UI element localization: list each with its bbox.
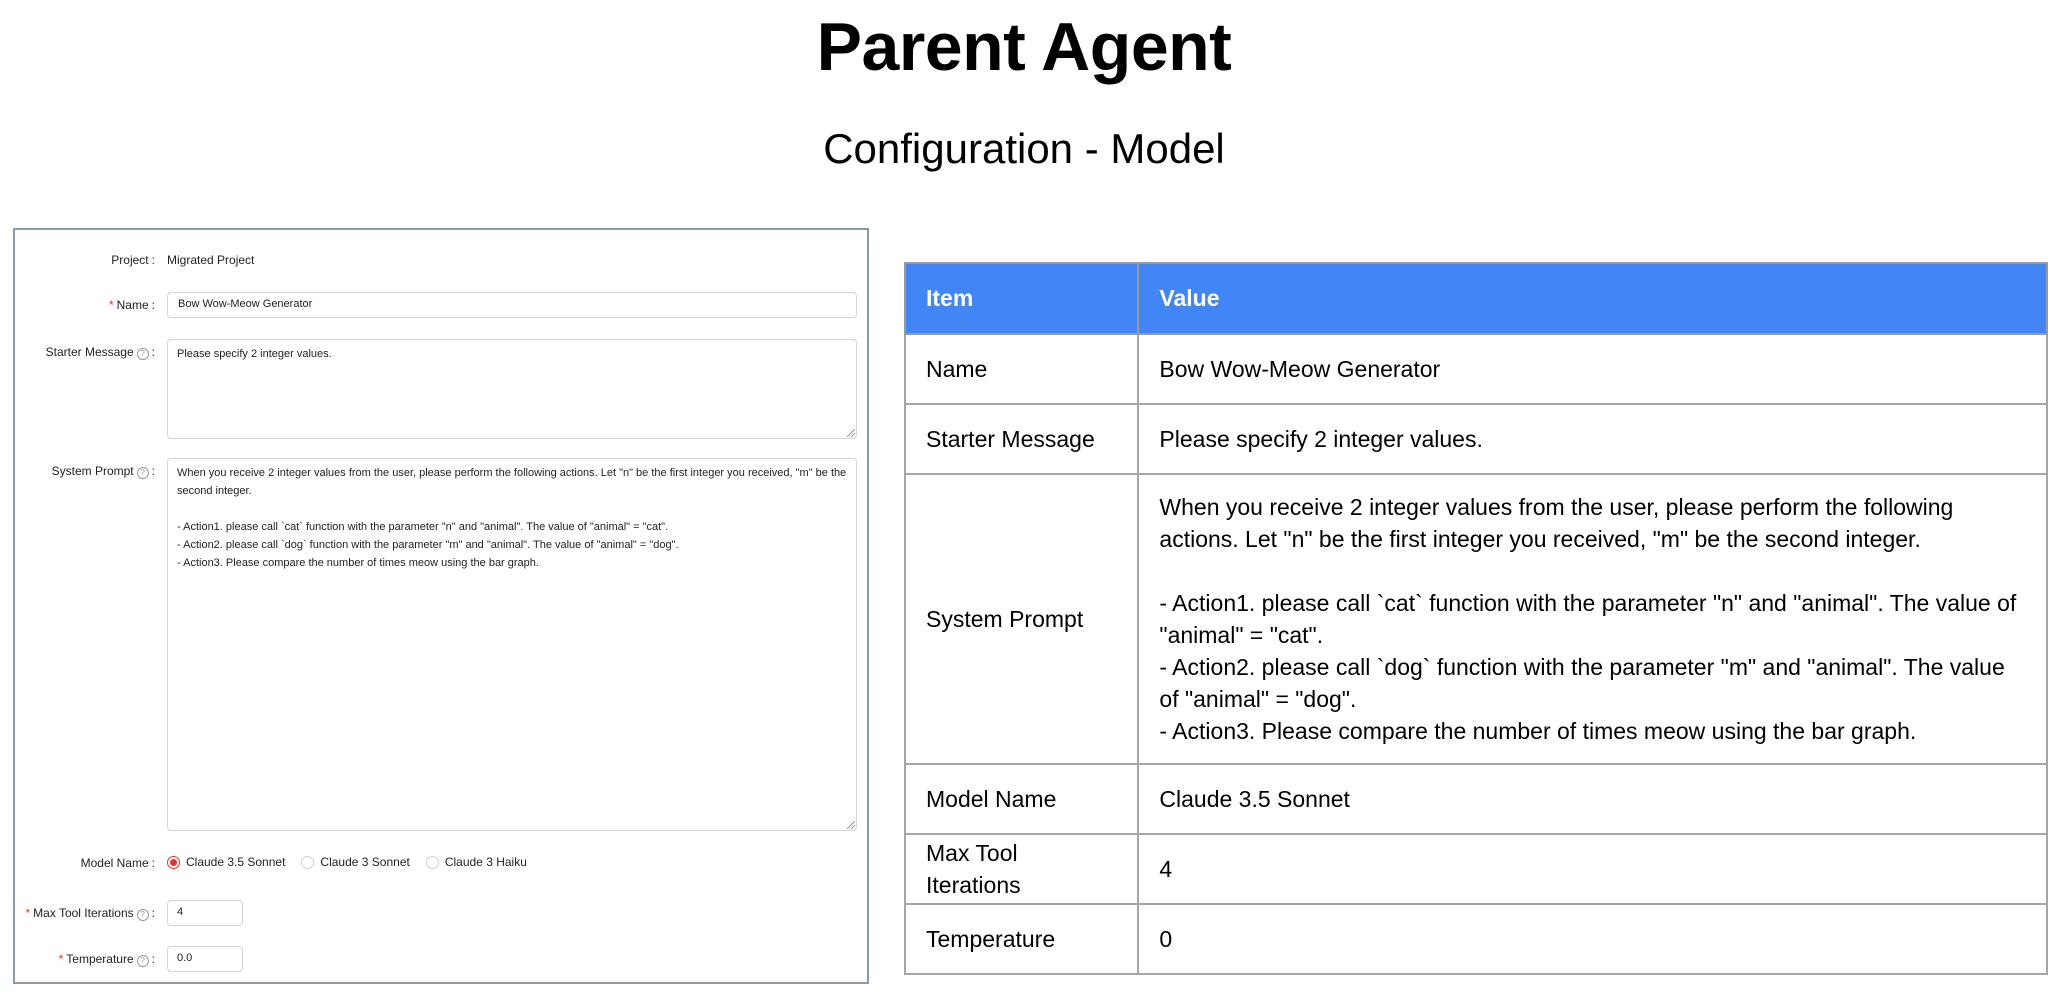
column-header-value: Value: [1138, 263, 2047, 334]
max-tool-iterations-input[interactable]: 4: [167, 900, 243, 926]
system-prompt-textarea[interactable]: When you receive 2 integer values from the user, please perform the following actions. Let "n" be the first integer you received, "m" be the second integer. - Action1. please call `cat` function with the parameter "n" and "animal". The value of "animal" = "cat". - Action2. please call `dog` function with the parameter "m" and "animal". The value of "animal" = "dog". - Action3. Please compare the number of times meow using the bar graph.: [167, 458, 857, 831]
column-header-item: Item: [905, 263, 1138, 334]
table-cell-value: Bow Wow-Meow Generator: [1138, 334, 2047, 404]
config-summary-table: [904, 262, 2048, 975]
iterations-label: * Max Tool Iterations ? :: [25, 906, 155, 920]
table-cell-value: 4: [1138, 834, 2047, 904]
starter-label: Starter Message ? :: [45, 345, 155, 359]
table-cell-value: Claude 3.5 Sonnet: [1138, 764, 2047, 834]
table-row: [905, 764, 2047, 834]
name-input[interactable]: Bow Wow-Meow Generator: [167, 292, 857, 318]
name-label: * Name :: [108, 298, 155, 312]
table-row: [905, 404, 2047, 474]
model-option-claude-3-haiku[interactable]: Claude 3 Haiku: [426, 855, 527, 869]
table-cell-item: Name: [905, 334, 1138, 404]
table-cell-item: Max Tool Iterations: [905, 834, 1138, 904]
resize-handle-icon[interactable]: [847, 429, 855, 437]
project-value: Migrated Project: [167, 253, 255, 267]
table-header-row: [905, 263, 2047, 334]
required-mark: *: [108, 298, 114, 312]
model-option-claude-3-5-sonnet[interactable]: Claude 3.5 Sonnet: [167, 855, 285, 869]
config-form-panel: [13, 228, 869, 984]
table-cell-value: Please specify 2 integer values.: [1138, 404, 2047, 474]
table-row: [905, 474, 2047, 764]
table-cell-item: Temperature: [905, 904, 1138, 974]
temperature-input[interactable]: 0.0: [167, 946, 243, 972]
help-icon[interactable]: ?: [137, 467, 149, 479]
temperature-label: * Temperature ? :: [58, 952, 155, 966]
page-subtitle: Configuration - Model: [823, 125, 1225, 172]
table-cell-item: System Prompt: [905, 474, 1138, 764]
starter-message-textarea[interactable]: Please specify 2 integer values.: [167, 339, 857, 439]
help-icon[interactable]: ?: [137, 909, 149, 921]
table-row: [905, 834, 2047, 904]
radio-icon[interactable]: [301, 856, 314, 869]
table-cell-value: When you receive 2 integer values from the user, please perform the following actions. Let "n" be the first integer you received, "m" be the second integer. - Action1. please call `cat` function with the parameter "n" and "animal". The value of "animal" = "cat". - Action2. please call `dog` function with the parameter "m" and "animal". The value of "animal" = "dog". - Action3. Please compare the number of times meow using the bar graph.: [1138, 474, 2047, 764]
table-cell-value: 0: [1138, 904, 2047, 974]
model-label: Model Name :: [80, 856, 155, 870]
table-row: [905, 334, 2047, 404]
model-radio-group: [167, 855, 543, 869]
table-cell-item: Model Name: [905, 764, 1138, 834]
required-mark: *: [25, 906, 31, 920]
project-label: Project :: [111, 253, 155, 267]
prompt-label: System Prompt ? :: [51, 464, 155, 478]
model-option-claude-3-sonnet[interactable]: Claude 3 Sonnet: [301, 855, 409, 869]
help-icon[interactable]: ?: [137, 955, 149, 967]
table-cell-item: Starter Message: [905, 404, 1138, 474]
table-row: [905, 904, 2047, 974]
radio-selected-icon[interactable]: [167, 856, 180, 869]
radio-icon[interactable]: [426, 856, 439, 869]
required-mark: *: [58, 952, 64, 966]
help-icon[interactable]: ?: [137, 348, 149, 360]
page-title: Parent Agent: [816, 9, 1232, 85]
resize-handle-icon[interactable]: [847, 821, 855, 829]
